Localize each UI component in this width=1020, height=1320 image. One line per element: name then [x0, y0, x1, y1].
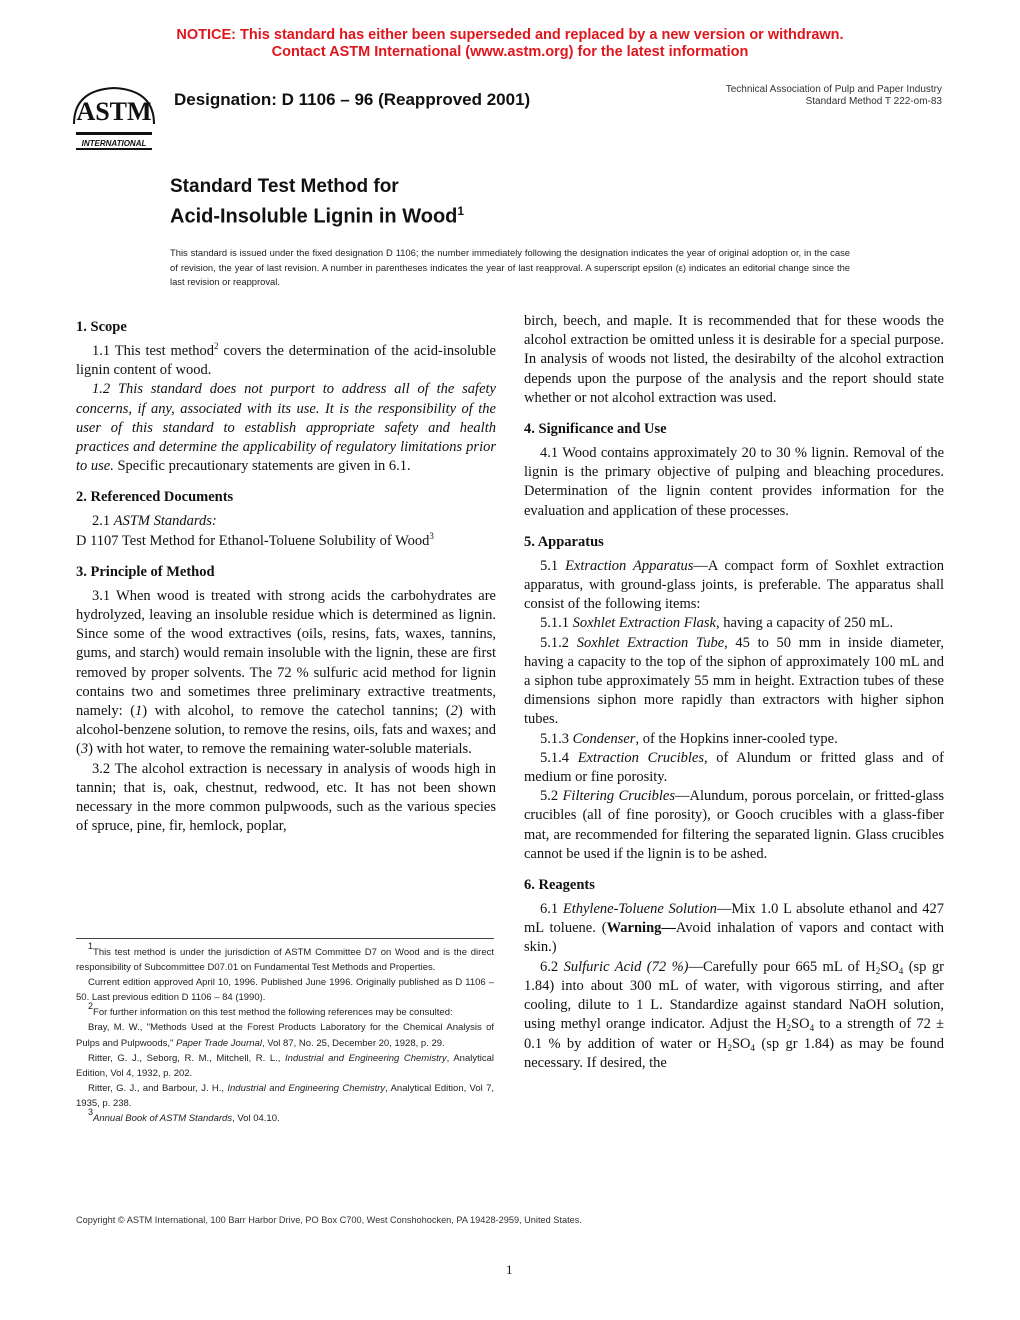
logo-text: ASTM — [76, 97, 152, 126]
left-column — [76, 312, 496, 836]
title-line-2: Acid-Insoluble Lignin in Wood — [170, 205, 458, 228]
notice-line-1: NOTICE: This standard has either been superseded and replaced by a new version or withdrawn. — [176, 27, 844, 43]
paragraph-6-1: 6.1 Ethylene-Toluene Solution—Mix 1.0 L absolute ethanol and 427 mL toluene. (Warning—Avoid inhalation of vapors and contact with skin.) — [524, 901, 944, 956]
section-1-heading: 1. Scope — [76, 319, 127, 335]
paragraph-3-1: 3.1 When wood is treated with strong acids the carbohydrates are hydrolyzed, leaving an insoluble residue which is determined as lignin. Since some of the wood extractives (oils, resins, fats, waxes, tannins, gums, and starch) would remain insoluble with the lignin, these are first removed by proper solvents. The 72 % sulfuric acid method for lignin contains two and sometimes three preliminary extractive treatments, namely: (1) with alcohol, to remove the catechol tannins; (2) with alcohol-benzene solution, to remove the resins, oils, fats and waxes; and (3) with hot water, to remove the remaining water-soluble materials. — [76, 587, 496, 758]
paragraph-5-2: 5.2 Filtering Crucibles—Alundum, porous porcelain, or fritted-glass crucibles (all of fine porosity), or Gooch crucibles with a glass-fiber mat, are recommended for filtering the separated lignin. Glass crucibles cannot be used if the lignin is to be ashed. — [524, 788, 945, 862]
footnote-2: $^2$For further information on this test method the following references may be consulted: — [88, 1001, 453, 1019]
footnote-2-ref-2: Ritter, G. J., Seborg, R. M., Mitchell, R. L., Industrial and Engineering Chemistry, Analytical Edition, Vol 4, 1932, p. 202. — [76, 1052, 494, 1079]
tappi-line-2: Standard Method T 222-om-83 — [805, 96, 942, 107]
right-column — [524, 312, 944, 1073]
astm-logo — [66, 80, 162, 152]
footnote-1-edition: Current edition approved April 10, 1996. Published June 1996. Originally published as D 1106 – 50. Last previous edition D 1106 – 84 (1990). — [76, 977, 494, 1004]
designation: Designation: D 1106 – 96 (Reapproved 2001) — [174, 90, 531, 109]
paragraph-3-2-continued: birch, beech, and maple. It is recommended that for these woods the alcohol extraction be omitted unless it is desirable for a special purpose. In analysis of woods not listed, the desirabilty of the alcohol extraction depends upon the purpose of the analysis and the report should state whether or not alcohol extraction was used. — [524, 313, 944, 406]
paragraph-5-1-4: 5.1.4 Extraction Crucibles, of Alundum or fritted glass and of medium or fine porosity. — [524, 749, 944, 786]
issue-note: This standard is issued under the fixed designation D 1106; the number immediately following the designation indicates the year of original adoption or, in the case of revision, the year of last revision. A number in parentheses indicates the year of last reapproval. A superscript epsilon (ε) indicates an editorial change since the last revision or reapproval. — [170, 247, 850, 287]
section-3-heading: 3. Principle of Method — [76, 563, 215, 580]
footnote-1: $^1$This test method is under the jurisdiction of ASTM Committee D7 on Wood and is the direct responsibility of Subcommittee D07.01 on Fundamental Test Methods and Properties. — [76, 941, 494, 974]
paragraph-5-1-3: 5.1.3 Condenser, of the Hopkins inner-cooled type. — [540, 730, 838, 747]
section-6-heading: 6. Reagents — [524, 877, 595, 894]
document-title — [170, 175, 464, 229]
referenced-standard-d1107: D 1107 Test Method for Ethanol-Toluene Solubility of Wood$^3$ — [76, 530, 434, 549]
paragraph-5-1-2: 5.1.2 Soxhlet Extraction Tube, 45 to 50 mm in inside diameter, having a capacity to the top of the siphon of approximately 100 mL and a siphon tube approximately 55 mm in height. Extraction tubes of these dimensions siphon more rapidly than extractors with higher siphon tubes. — [524, 634, 944, 728]
paragraph-5-1: 5.1 Extraction Apparatus—A compact form of Soxhlet extraction apparatus, with ground-glass joints, is preferable. The apparatus shall consist of the following items: — [524, 557, 944, 613]
section-4-heading: 4. Significance and Use — [524, 421, 667, 438]
notice-line-2: Contact ASTM International (www.astm.org) for the latest information — [271, 44, 749, 60]
footnote-2-ref-1: Bray, M. W., "Methods Used at the Forest Products Laboratory for the Chemical Analysis of Pulps and Pulpwoods," Paper Trade Journal, Vol 87, No. 25, December 20, 1928, p. 29. — [76, 1022, 494, 1049]
title-line-1: Standard Test Method for — [170, 176, 399, 197]
paragraph-6-2: 6.2 Sulfuric Acid (72 %)—Carefully pour 665 mL of $H_2SO_4$ (sp gr 1.84) into about 300 mL of water, with vigorous stirring, and after cooling, dilute to 1 L. Standardize against standard NaOH solution, using methyl orange indicator. Adjust the $H_2SO_4$ to a strength of 72 ± 0.1 % by addition of water or $H_2SO_4$ (sp gr 1.84) as may be found necessary. If desired, the — [524, 958, 944, 1071]
tappi-reference — [726, 84, 942, 108]
page-number: 1 — [506, 1262, 513, 1277]
copyright: Copyright © ASTM International, 100 Barr Harbor Drive, PO Box C700, West Conshohocken, PA 19428-2959, United States. — [76, 1215, 582, 1225]
section-2-heading: 2. Referenced Documents — [76, 489, 234, 506]
footnotes — [76, 938, 494, 1126]
title-footnote-marker: 1 — [457, 204, 465, 218]
footnote-2-ref-3: Ritter, G. J., and Barbour, J. H., Industrial and Engineering Chemistry, Analytical Edition, Vol 7, 1935, p. 238. — [76, 1082, 494, 1109]
paragraph-2-1: 2.1 ASTM Standards: — [92, 513, 217, 530]
paragraph-5-1-1: 5.1.1 Soxhlet Extraction Flask, having a capacity of 250 mL. — [540, 615, 894, 632]
section-5-heading: 5. Apparatus — [524, 533, 604, 550]
withdrawal-notice — [0, 27, 1020, 61]
logo-subtext: INTERNATIONAL — [81, 139, 147, 148]
tappi-line-1: Technical Association of Pulp and Paper Industry — [725, 84, 942, 95]
paragraph-1-1: 1.1 This test method$^2$ covers the determination of the acid-insoluble lignin content of wood. — [76, 341, 496, 379]
paragraph-4-1: 4.1 Wood contains approximately 20 to 30 % lignin. Removal of the lignin is the primary objective of pulping and bleaching procedures. Determination of the lignin content provides information for the evaluation and application of these processes. — [524, 445, 944, 519]
footnote-3: $^3$Annual Book of ASTM Standards, Vol 04.10. — [88, 1107, 280, 1125]
paragraph-3-2: 3.2 The alcohol extraction is necessary in analysis of woods high in tannin; that is, oak, chestnut, redwood, etc. It has not been shown necessary in the more common pulpwoods, such as the various species of spruce, pine, fir, hemlock, poplar, — [76, 760, 496, 835]
paragraph-1-2: 1.2 This standard does not purport to address all of the safety concerns, if any, associated with its use. It is the responsibility of the user of this standard to establish appropriate safety and health practices and determine the applicability of regulatory limitations prior to use. Specific precautionary statements are given in 6.1. — [76, 381, 496, 475]
